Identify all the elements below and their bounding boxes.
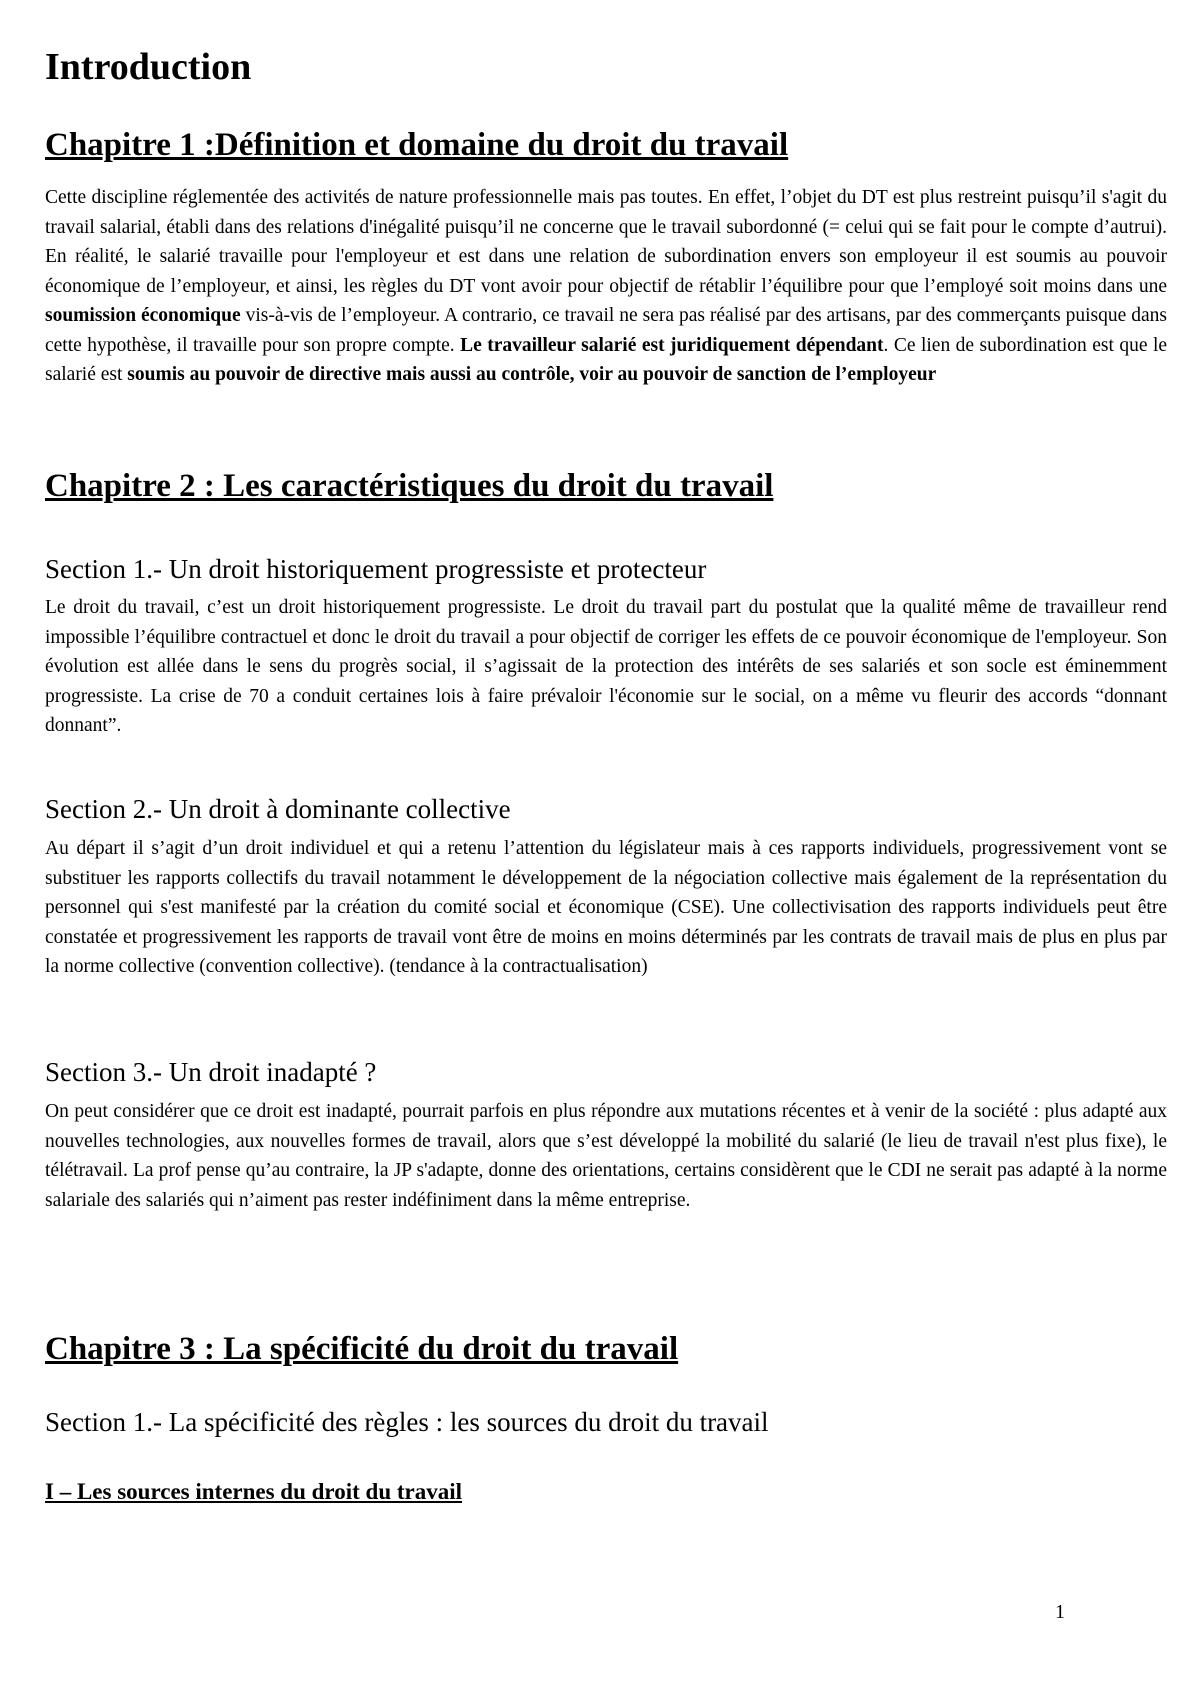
chapter-1-bold-economic-submission: soumission économique xyxy=(45,305,241,326)
chapter-1-text-part-2: vis-à-vis de l’employeur. A contrario, ce travail ne sera pas réalisé par des artisans, par des commerçants puisque dans cette hypothèse, il travaille pour son propre compte. xyxy=(45,305,1167,356)
chapter-2-section-1-text: Le droit du travail, c’est un droit historiquement progressiste. Le droit du travail part du postulat que la qualité même de travailleur rend impossible l’équilibre contractuel et donc le droit du travail a pour objectif de corriger les effets de ce pouvoir économique de l'employeur. Son évolution est allée dans le sens du progrès social, il s’agissait de la protection des intérêts de ses salariés et son socle est éminemment progressiste. La crise de 70 a conduit certaines lois à faire prévaloir l'économie sur le social, on a même vu fleurir des accords “donnant donnant”. xyxy=(45,597,1167,736)
chapter-1-bold-employer-powers: soumis au pouvoir de directive mais aussi au contrôle, voir au pouvoir de sanction de l’employeur xyxy=(127,364,937,385)
chapter-1-text-part-1: Cette discipline réglementée des activités de nature professionnelle mais pas toutes. En effet, l’objet du DT est plus restreint puisqu’il s'agit du travail salarial, établi dans des relations d'inégalité puisqu’il ne concerne que le travail subordonné (= celui qui se fait pour le compte d’autrui). En réalité, le salarié travaille pour l'employeur et est dans une relation de subordination envers son employeur il est soumis au pouvoir économique de l’employeur, et ainsi, les règles du DT vont avoir pour objectif de rétablir l’équilibre pour que l’employé soit moins dans une xyxy=(45,187,1167,297)
chapter-1-heading: Chapitre 1 :Définition et domaine du droit du travail xyxy=(45,127,789,163)
document-title: Introduction xyxy=(45,46,252,88)
chapter-2-heading: Chapitre 2 : Les caractéristiques du droit du travail xyxy=(45,468,774,504)
chapter-1-bold-legally-dependent: Le travailleur salarié est juridiquement dépendant xyxy=(460,334,884,356)
chapter-2-section-3-title: Section 3.- Un droit inadapté ? xyxy=(45,1057,377,1087)
chapter-2-section-2-text: Au départ il s’agit d’un droit individuel et qui a retenu l’attention du législateur mais à ces rapports individuels, progressivement vont se substituer les rapports collectifs du travail notamment le développement de la négociation collective mais également de la représentation du personnel qui s'est manifesté par la création du comité social et économique (CSE). Une collectivisation des rapports individuels peut être constatée et progressivement les rapports de travail vont être de moins en moins déterminés par les contrats de travail mais de plus en plus par la norme collective (convention collective). (tendance à la contractualisation) xyxy=(45,838,1167,977)
chapter-1-paragraph xyxy=(45,183,1167,390)
chapter-3-section-1-title: Section 1.- La spécificité des règles : les sources du droit du travail xyxy=(45,1407,769,1437)
chapter-3-heading: Chapitre 3 : La spécificité du droit du travail xyxy=(45,1331,679,1367)
chapter-2-section-3-text: On peut considérer que ce droit est inadapté, pourrait parfois en plus répondre aux mutations récentes et à venir de la société : plus adapté aux nouvelles technologies, aux nouvelles formes de travail, alors que s’est développé la mobilité du salarié (le lieu de travail n'est plus fixe), le télétravail. La prof pense qu’au contraire, la JP s'adapte, donne des orientations, certains considèrent que le CDI ne serait pas adapté à la norme salariale des salariés qui n’aiment pas rester indéfiniment dans la même entreprise. xyxy=(45,1101,1167,1211)
page-number: 1 xyxy=(1055,1601,1065,1623)
chapter-1-text-part-3: . Ce lien de subordination est que le salarié est xyxy=(45,334,1168,385)
chapter-2-section-1-title: Section 1.- Un droit historiquement progressiste et protecteur xyxy=(45,554,707,584)
chapter-3-subsection-1-title: I – Les sources internes du droit du travail xyxy=(45,1479,463,1504)
chapter-2-section-2-title: Section 2.- Un droit à dominante collective xyxy=(45,794,511,824)
